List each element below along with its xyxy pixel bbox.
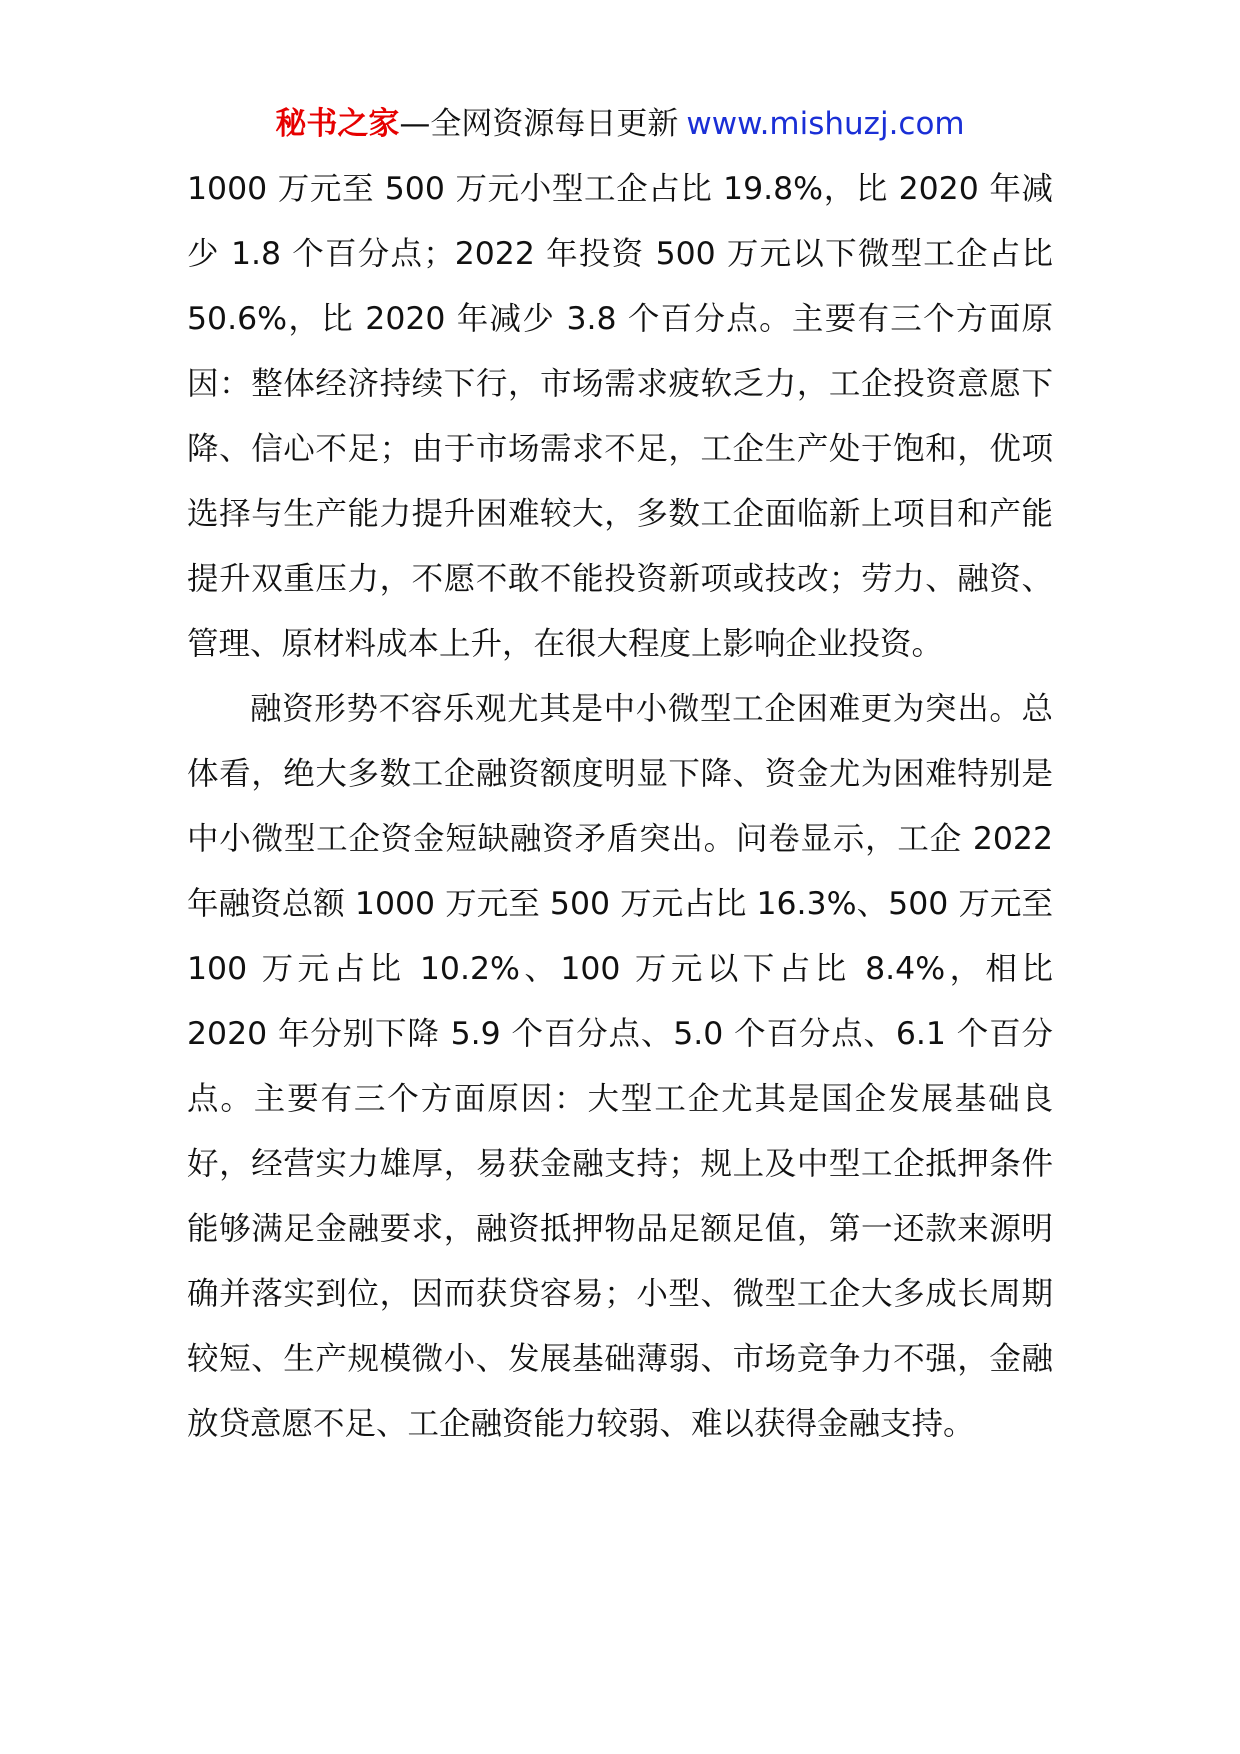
- site-url-link[interactable]: www.mishuzj.com: [686, 106, 965, 142]
- site-brand: 秘书之家: [275, 106, 400, 142]
- site-header: [0, 104, 1240, 144]
- paragraph-financing: 融资形势不容乐观尤其是中小微型工企困难更为突出。总体看，绝大多数工企融资额度明显下降、资金尤为困难特别是中小微型工企资金短缺融资矛盾突出。问卷显示，工企 2022 年融资总额 1000 万元至 500 万元占比 16.3%、500 万元至 100 万元占比 10.2%、100 万元以下占比 8.4%，相比 2020 年分别下降 5.9 个百分点、5.0 个百分点、6.1 个百分点。主要有三个方面原因：大型工企尤其是国企发展基础良好，经营实力雄厚，易获金融支持；规上及中型工企抵押条件能够满足金融要求，融资抵押物品足额足值，第一还款来源明确并落实到位，因而获贷容易；小型、微型工企大多成长周期较短、生产规模微小、发展基础薄弱、市场竞争力不强，金融放贷意愿不足、工企融资能力较弱、难以获得金融支持。: [187, 691, 1053, 1442]
- document-body: [187, 157, 1053, 1457]
- paragraph-continued: 1000 万元至 500 万元小型工企占比 19.8%，比 2020 年减少 1.8 个百分点；2022 年投资 500 万元以下微型工企占比 50.6%，比 2020 年减少 3.8 个百分点。主要有三个方面原因：整体经济持续下行，市场需求疲软乏力，工企投资意愿下降、信心不足；由于市场需求不足，工企生产处于饱和，优项选择与生产能力提升困难较大，多数工企面临新上项目和产能提升双重压力，不愿不敢不能投资新项或技改；劳力、融资、管理、原材料成本上升，在很大程度上影响企业投资。: [187, 171, 1053, 662]
- site-tagline: —全网资源每日更新: [399, 106, 679, 142]
